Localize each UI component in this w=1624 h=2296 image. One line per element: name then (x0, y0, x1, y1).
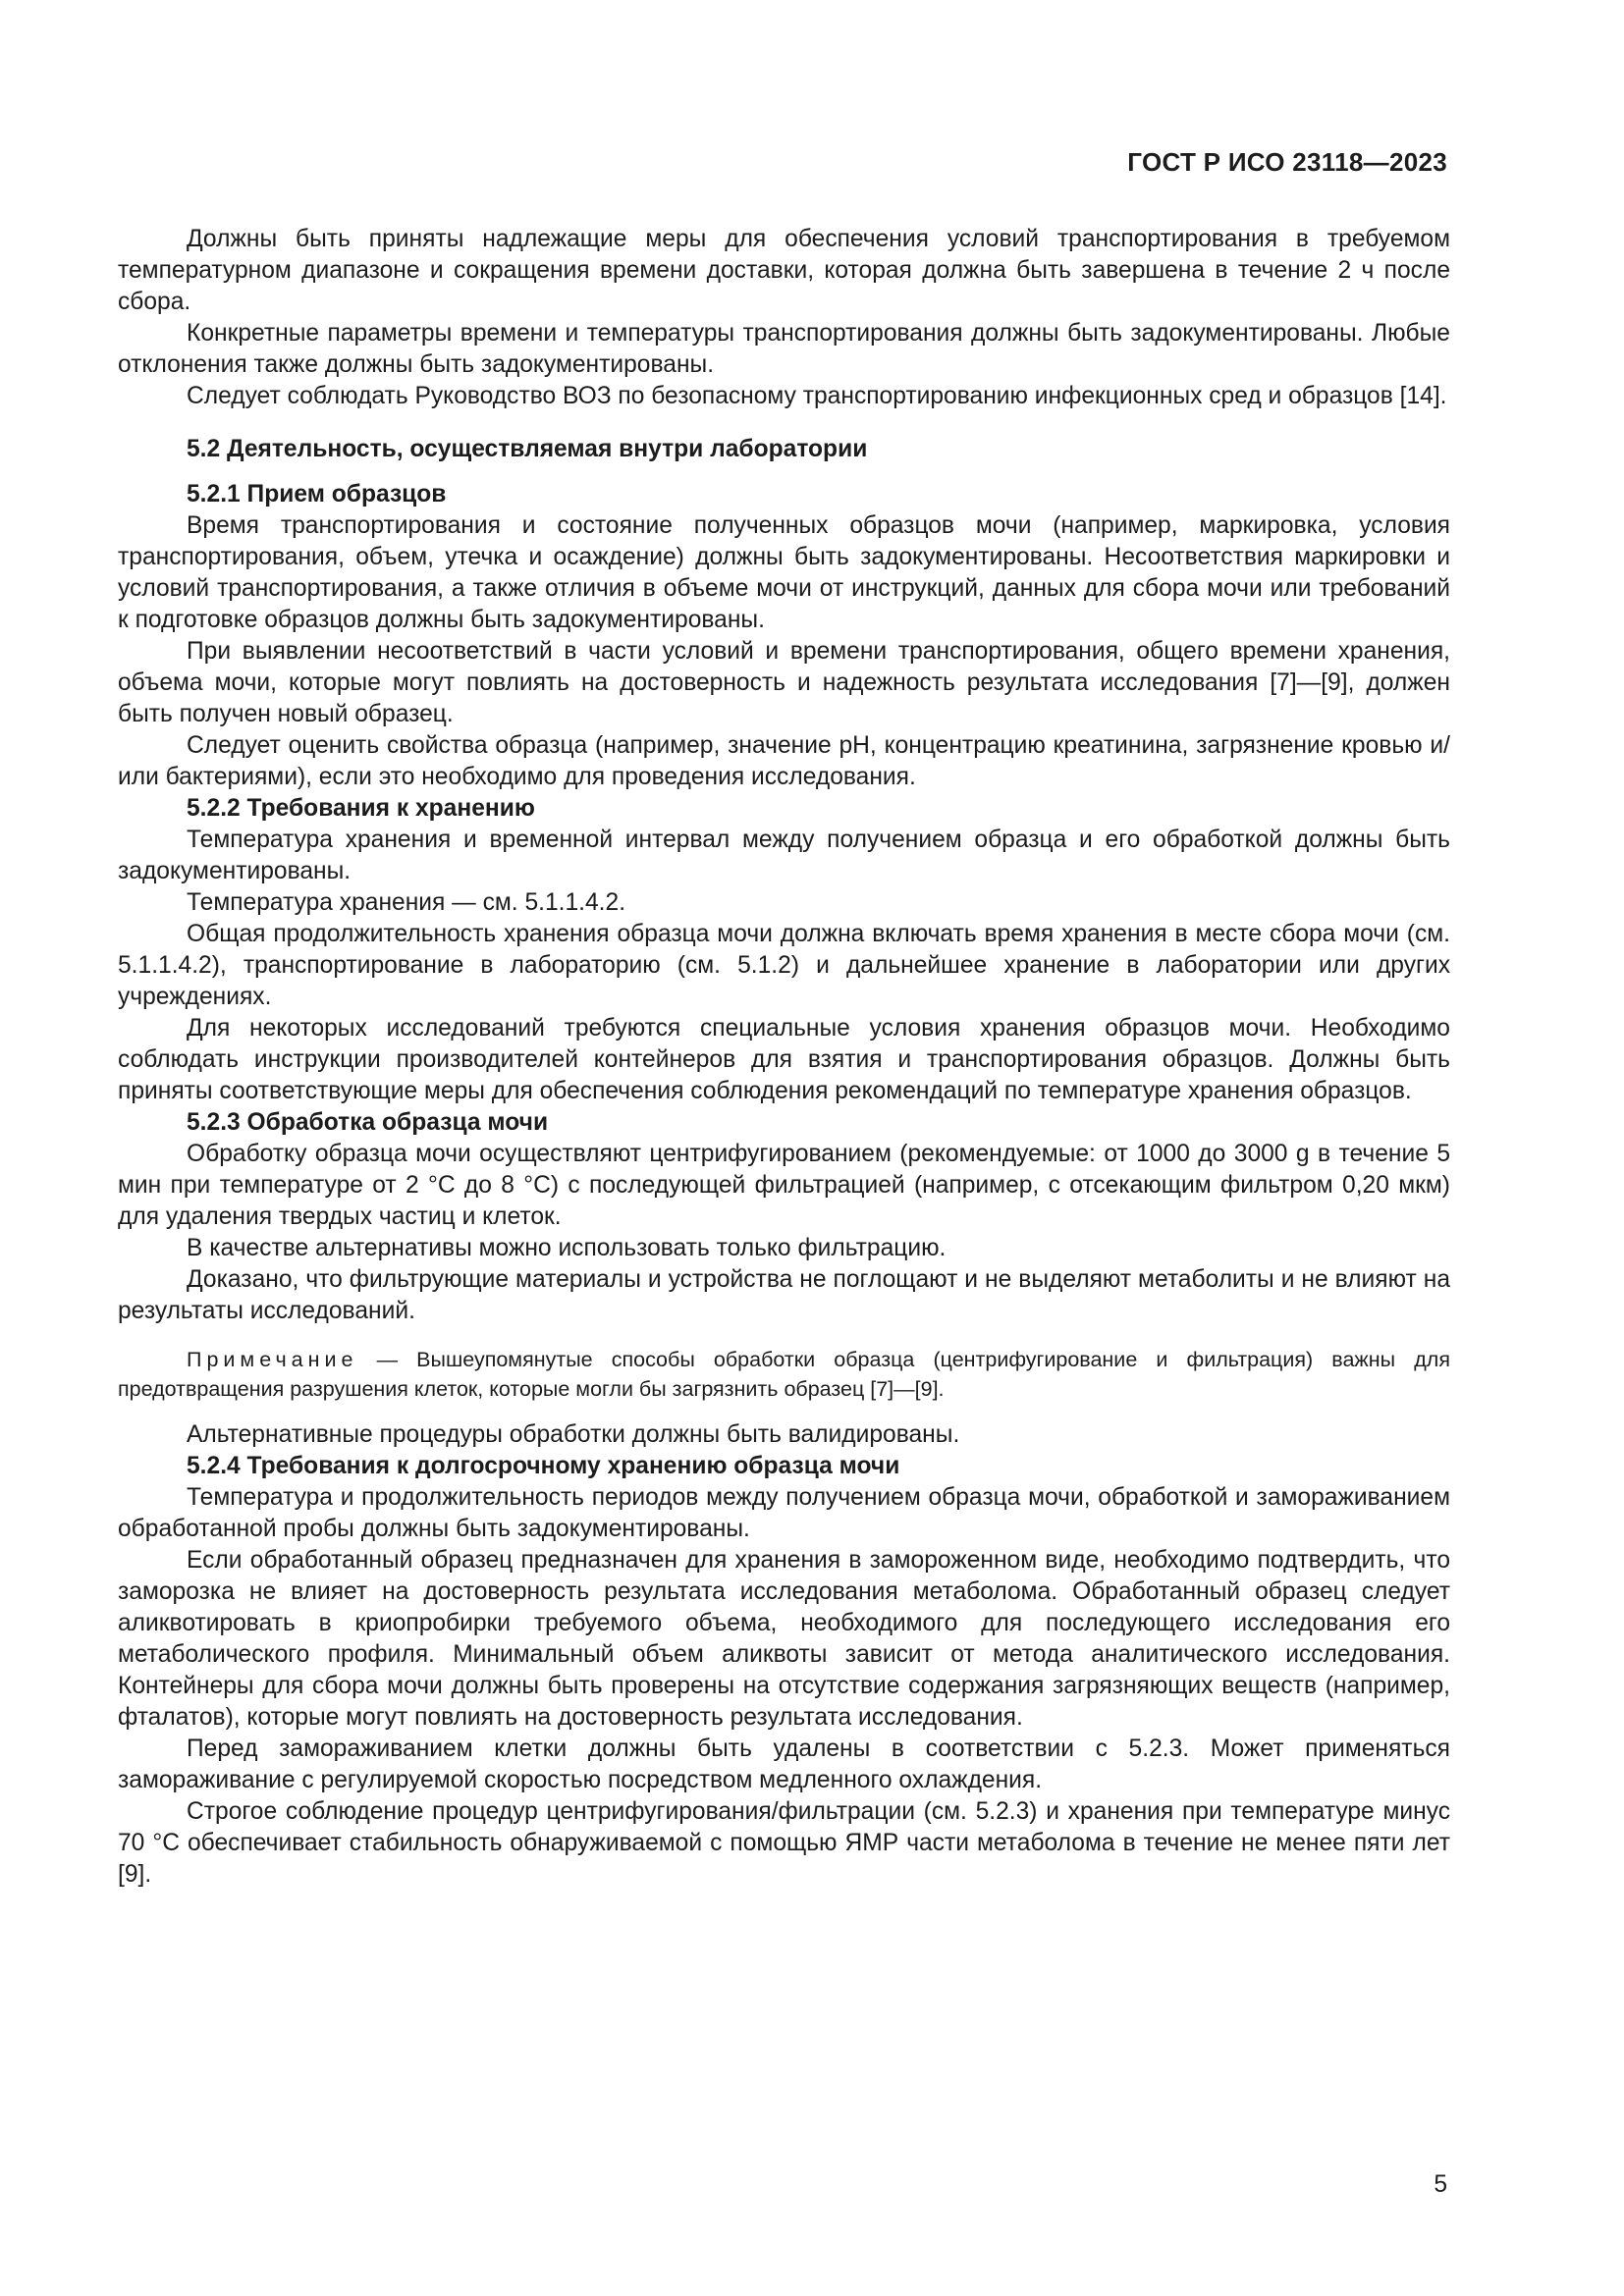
note-label: Примечание (187, 1348, 358, 1371)
paragraph: Должны быть приняты надлежащие меры для обеспечения условий транспортирования в требуемом температурном диапазоне и сокращения времени доставки, которая должна быть завершена в течение 2 ч после сбора. (118, 226, 1450, 315)
page-number: 5 (1434, 2171, 1447, 2198)
section-heading-5-2-3: 5.2.3 Обработка образца мочи (187, 1109, 549, 1136)
paragraph: Если обработанный образец предназначен для хранения в замороженном виде, необходимо подтвердить, что заморозка не влияет на достоверность результата исследования метаболома. Обработанный образец следует аликвотировать в криопробирки требуемого объема, необходимого для последующего исследования его метаболического профиля. Минимальный объем аликвоты зависит от метода аналитического исследования. Контейнеры для сбора мочи должны быть проверены на отсутствие содержания загрязняющих веществ (например, фталатов), которые могут повлиять на достоверность результата исследования. (118, 1547, 1450, 1731)
note-block (118, 1345, 1450, 1404)
paragraph: Обработку образца мочи осуществляют центрифугированием (рекомендуемые: от 1000 до 3000 g в течение 5 мин при температуре от 2 °С до 8 °С) с последующей фильтрацией (например, с отсекающим фильтром 0,20 мкм) для удаления твердых частиц и клеток. (118, 1141, 1450, 1230)
paragraph: Следует оценить свойства образца (например, значение рН, концентрацию креатинина, загрязнение кровью и/или бактериями), если это необходимо для проведения исследования. (118, 732, 1450, 790)
paragraph: Для некоторых исследований требуются специальные условия хранения образцов мочи. Необходимо соблюдать инструкции производителей контейнеров для взятия и транспортирования образцов. Должны быть приняты соответствующие меры для обеспечения соблюдения рекомендаций по температуре хранения образцов. (118, 1015, 1450, 1104)
document-body (118, 224, 1450, 1891)
paragraph: При выявлении несоответствий в части условий и времени транспортирования, общего времени хранения, объема мочи, которые могут повлиять на достоверность и надежность результата исследования [7]—[9], должен быть получен новый образец. (118, 638, 1450, 727)
note-text: — Вышеупомянутые способы обработки образца (центрифугирование и фильтрация) важны для предотвращения разрушения клеток, которые могли бы загрязнить образец [7]—[9]. (118, 1348, 1450, 1401)
paragraph: Общая продолжительность хранения образца мочи должна включать время хранения в месте сбора мочи (см. 5.1.1.4.2), транспортирование в лабораторию (см. 5.1.2) и дальнейшее хранение в лаборатории или других учреждениях. (118, 921, 1450, 1010)
paragraph: Температура хранения и временной интервал между получением образца и его обработкой должны быть задокументированы. (118, 827, 1450, 884)
paragraph: Время транспортирования и состояние полученных образцов мочи (например, маркировка, условия транспортирования, объем, утечка и осаждение) должны быть задокументированы. Несоответствия маркировки и условий транспортирования, а также отличия в объеме мочи от инструкций, данных для сбора мочи или требований к подготовке образцов должны быть задокументированы. (118, 512, 1450, 633)
document-header-title: ГОСТ Р ИСО 23118—2023 (1127, 147, 1447, 177)
paragraph: Доказано, что фильтрующие материалы и устройства не поглощают и не выделяют метаболиты и не влияют на результаты исследований. (118, 1266, 1450, 1324)
section-heading-5-2-1: 5.2.1 Прием образцов (187, 481, 447, 507)
paragraph: Строгое соблюдение процедур центрифугирования/фильтрации (см. 5.2.3) и хранения при температуре минус 70 °С обеспечивает стабильность обнаруживаемой с помощью ЯМР части метаболома в течение не менее пяти лет [9]. (118, 1798, 1450, 1888)
section-heading-5-2: 5.2 Деятельность, осуществляемая внутри лаборатории (187, 436, 868, 462)
paragraph: Следует соблюдать Руководство ВОЗ по безопасному транспортированию инфекционных сред и образцов [14]. (187, 383, 1447, 409)
paragraph: Перед замораживанием клетки должны быть удалены в соответствии с 5.2.3. Может применяться замораживание с регулируемой скоростью посредством медленного охлаждения. (118, 1735, 1450, 1793)
section-heading-5-2-4: 5.2.4 Требования к долгосрочному хранению образца мочи (187, 1453, 900, 1479)
section-heading-5-2-2: 5.2.2 Требования к хранению (187, 795, 535, 822)
paragraph: Альтернативные процедуры обработки должны быть валидированы. (187, 1421, 960, 1448)
paragraph: В качестве альтернативы можно использовать только фильтрацию. (187, 1235, 947, 1261)
paragraph: Температура хранения — см. 5.1.1.4.2. (187, 889, 626, 916)
paragraph: Конкретные параметры времени и температуры транспортирования должны быть задокументированы. Любые отклонения также должны быть задокументированы. (118, 320, 1450, 378)
paragraph: Температура и продолжительность периодов между получением образца мочи, обработкой и замораживанием обработанной пробы должны быть задокументированы. (118, 1484, 1450, 1542)
